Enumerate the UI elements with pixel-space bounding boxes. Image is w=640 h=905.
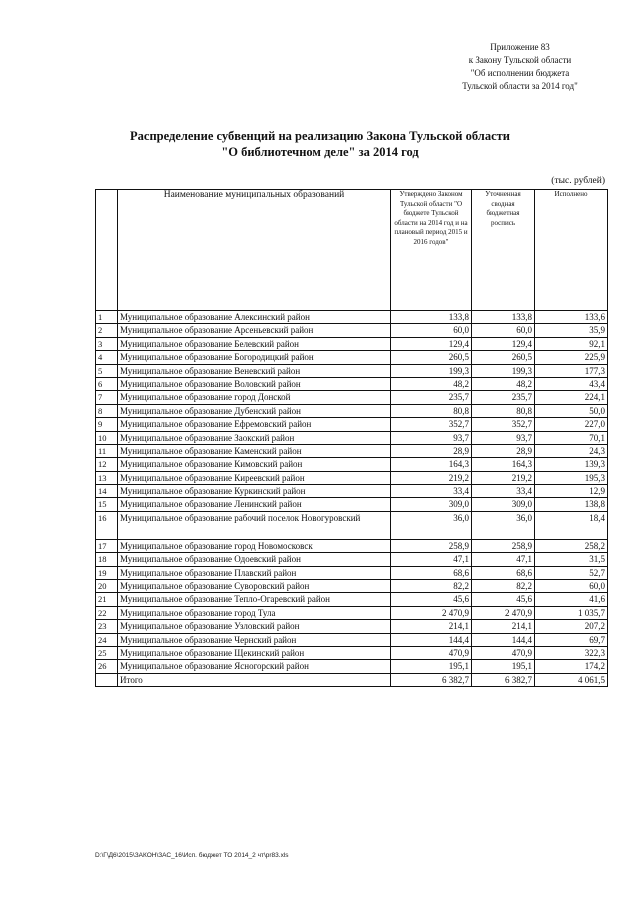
executed-value: 224,1 — [535, 391, 608, 404]
table-row — [96, 311, 608, 324]
appendix-block — [420, 41, 620, 93]
approved-value: 47,1 — [391, 553, 472, 566]
approved-value: 28,9 — [391, 444, 472, 457]
table-row — [96, 606, 608, 619]
municipality-name: Муниципальное образование Одоевский район — [118, 553, 391, 566]
row-number: 4 — [96, 351, 118, 364]
municipality-name: Муниципальное образование город Тула — [118, 606, 391, 619]
municipality-name: Муниципальное образование Щекинский район — [118, 646, 391, 659]
table-row — [96, 593, 608, 606]
appendix-line: Приложение 83 — [490, 42, 550, 52]
approved-value: 45,6 — [391, 593, 472, 606]
row-number: 15 — [96, 498, 118, 511]
row-number: 18 — [96, 553, 118, 566]
approved-value: 235,7 — [391, 391, 472, 404]
refined-value: 144,4 — [472, 633, 535, 646]
municipality-name: Муниципальное образование Богородицкий район — [118, 351, 391, 364]
row-number: 26 — [96, 660, 118, 673]
table-row — [96, 351, 608, 364]
table-row — [96, 511, 608, 539]
table-row — [96, 580, 608, 593]
approved-value: 129,4 — [391, 337, 472, 350]
approved-value: 164,3 — [391, 458, 472, 471]
executed-value: 69,7 — [535, 633, 608, 646]
municipality-name: Муниципальное образование Арсеньевский район — [118, 324, 391, 337]
units-label: (тыс. рублей) — [551, 176, 605, 186]
refined-value: 219,2 — [472, 471, 535, 484]
executed-value: 35,9 — [535, 324, 608, 337]
table-row — [96, 431, 608, 444]
row-number: 3 — [96, 337, 118, 350]
table-row — [96, 364, 608, 377]
refined-value: 214,1 — [472, 620, 535, 633]
approved-value: 470,9 — [391, 646, 472, 659]
executed-value: 12,9 — [535, 485, 608, 498]
executed-value: 177,3 — [535, 364, 608, 377]
refined-value: 164,3 — [472, 458, 535, 471]
refined-value: 235,7 — [472, 391, 535, 404]
row-number: 9 — [96, 418, 118, 431]
row-number: 16 — [96, 511, 118, 539]
appendix-line: к Закону Тульской области — [468, 55, 572, 65]
approved-value: 199,3 — [391, 364, 472, 377]
row-number: 24 — [96, 633, 118, 646]
municipality-name: Муниципальное образование Плавский район — [118, 566, 391, 579]
refined-value: 309,0 — [472, 498, 535, 511]
refined-value: 45,6 — [472, 593, 535, 606]
refined-value: 82,2 — [472, 580, 535, 593]
refined-value: 133,8 — [472, 311, 535, 324]
approved-value: 214,1 — [391, 620, 472, 633]
executed-value: 138,8 — [535, 498, 608, 511]
municipality-name: Муниципальное образование Ясногорский район — [118, 660, 391, 673]
row-number: 22 — [96, 606, 118, 619]
approved-value: 33,4 — [391, 485, 472, 498]
table-row — [96, 620, 608, 633]
appendix-line: Тульской области за 2014 год" — [462, 81, 578, 91]
executed-value: 92,1 — [535, 337, 608, 350]
municipality-name: Муниципальное образование Чернский район — [118, 633, 391, 646]
approved-value: 195,1 — [391, 660, 472, 673]
municipality-name: Муниципальное образование Суворовский район — [118, 580, 391, 593]
municipality-name: Муниципальное образование Алексинский район — [118, 311, 391, 324]
table-row — [96, 418, 608, 431]
executed-value: 60,0 — [535, 580, 608, 593]
municipality-name: Муниципальное образование Каменский район — [118, 444, 391, 457]
approved-value: 144,4 — [391, 633, 472, 646]
title-line-1: Распределение субвенций на реализацию Закона Тульской области — [130, 129, 510, 143]
approved-value: 2 470,9 — [391, 606, 472, 619]
approved-value: 60,0 — [391, 324, 472, 337]
approved-value: 309,0 — [391, 498, 472, 511]
municipality-name: Муниципальное образование рабочий поселок Новогуровский — [118, 511, 391, 539]
row-number: 17 — [96, 539, 118, 552]
refined-value: 470,9 — [472, 646, 535, 659]
approved-value: 68,6 — [391, 566, 472, 579]
municipality-name: Муниципальное образование Кимовский район — [118, 458, 391, 471]
total-approved-value: 6 382,7 — [391, 673, 472, 686]
appendix-line: "Об исполнении бюджета — [470, 68, 570, 78]
table-row — [96, 377, 608, 390]
municipality-name: Муниципальное образование Узловский район — [118, 620, 391, 633]
municipality-name: Муниципальное образование Заокский район — [118, 431, 391, 444]
total-municipality-name: Итого — [118, 673, 391, 686]
row-number: 2 — [96, 324, 118, 337]
row-number: 1 — [96, 311, 118, 324]
municipality-name: Муниципальное образование Веневский район — [118, 364, 391, 377]
executed-value: 139,3 — [535, 458, 608, 471]
table-row — [96, 660, 608, 673]
row-number: 23 — [96, 620, 118, 633]
refined-value: 33,4 — [472, 485, 535, 498]
title-line-2: "О библиотечном деле" за 2014 год — [221, 145, 419, 159]
approved-value: 48,2 — [391, 377, 472, 390]
executed-value: 70,1 — [535, 431, 608, 444]
executed-value: 24,3 — [535, 444, 608, 457]
refined-value: 47,1 — [472, 553, 535, 566]
executed-value: 207,2 — [535, 620, 608, 633]
refined-value: 258,9 — [472, 539, 535, 552]
refined-value: 93,7 — [472, 431, 535, 444]
executed-value: 50,0 — [535, 404, 608, 417]
municipality-name: Муниципальное образование Белевский район — [118, 337, 391, 350]
table-total-row — [96, 673, 608, 686]
municipality-name: Муниципальное образование Куркинский район — [118, 485, 391, 498]
municipality-name: Муниципальное образование Ефремовский район — [118, 418, 391, 431]
row-number: 13 — [96, 471, 118, 484]
refined-value: 129,4 — [472, 337, 535, 350]
executed-value: 227,0 — [535, 418, 608, 431]
executed-value: 1 035,7 — [535, 606, 608, 619]
executed-value: 195,3 — [535, 471, 608, 484]
approved-value: 219,2 — [391, 471, 472, 484]
table-row — [96, 444, 608, 457]
table-row — [96, 633, 608, 646]
municipality-name: Муниципальное образование Воловский район — [118, 377, 391, 390]
row-number: 19 — [96, 566, 118, 579]
refined-value: 60,0 — [472, 324, 535, 337]
header-number — [96, 190, 118, 311]
row-number: 6 — [96, 377, 118, 390]
executed-value: 133,6 — [535, 311, 608, 324]
header-executed: Исполнено — [535, 190, 608, 311]
row-number: 11 — [96, 444, 118, 457]
refined-value: 80,8 — [472, 404, 535, 417]
row-number: 10 — [96, 431, 118, 444]
table-row — [96, 498, 608, 511]
approved-value: 258,9 — [391, 539, 472, 552]
refined-value: 48,2 — [472, 377, 535, 390]
table-row — [96, 485, 608, 498]
table-row — [96, 553, 608, 566]
header-refined: Уточненная сводная бюджетная роспись — [472, 190, 535, 311]
refined-value: 260,5 — [472, 351, 535, 364]
municipality-name: Муниципальное образование город Новомосковск — [118, 539, 391, 552]
header-name: Наименование муниципальных образований — [118, 190, 391, 311]
executed-value: 52,7 — [535, 566, 608, 579]
table-header-row — [96, 190, 608, 311]
table-row — [96, 566, 608, 579]
table-row — [96, 324, 608, 337]
executed-value: 174,2 — [535, 660, 608, 673]
executed-value: 31,5 — [535, 553, 608, 566]
approved-value: 260,5 — [391, 351, 472, 364]
executed-value: 43,4 — [535, 377, 608, 390]
approved-value: 80,8 — [391, 404, 472, 417]
row-number: 5 — [96, 364, 118, 377]
table-row — [96, 646, 608, 659]
table-row — [96, 337, 608, 350]
table-row — [96, 539, 608, 552]
approved-value: 133,8 — [391, 311, 472, 324]
municipality-name: Муниципальное образование Киреевский район — [118, 471, 391, 484]
executed-value: 18,4 — [535, 511, 608, 539]
file-path-footer: D:\Г\Д6\2015\ЗАКОН\ЗАС_16\Исп. бюджет ТО 2014_2 чт\pr83.xls — [95, 852, 289, 859]
approved-value: 352,7 — [391, 418, 472, 431]
row-number: 7 — [96, 391, 118, 404]
table-body — [96, 311, 608, 687]
municipality-name: Муниципальное образование Тепло-Огаревский район — [118, 593, 391, 606]
table-row — [96, 391, 608, 404]
approved-value: 93,7 — [391, 431, 472, 444]
executed-value: 41,6 — [535, 593, 608, 606]
executed-value: 322,3 — [535, 646, 608, 659]
table-row — [96, 471, 608, 484]
document-title — [100, 128, 540, 160]
row-number: 14 — [96, 485, 118, 498]
table-row — [96, 458, 608, 471]
row-number: 20 — [96, 580, 118, 593]
total-executed-value: 4 061,5 — [535, 673, 608, 686]
municipality-name: Муниципальное образование Ленинский район — [118, 498, 391, 511]
table-row — [96, 404, 608, 417]
subsidy-table — [95, 189, 608, 687]
executed-value: 258,2 — [535, 539, 608, 552]
refined-value: 36,0 — [472, 511, 535, 539]
approved-value: 82,2 — [391, 580, 472, 593]
refined-value: 2 470,9 — [472, 606, 535, 619]
refined-value: 28,9 — [472, 444, 535, 457]
row-number: 12 — [96, 458, 118, 471]
approved-value: 36,0 — [391, 511, 472, 539]
executed-value: 225,9 — [535, 351, 608, 364]
row-number: 8 — [96, 404, 118, 417]
total-refined-value: 6 382,7 — [472, 673, 535, 686]
row-number: 25 — [96, 646, 118, 659]
row-number: 21 — [96, 593, 118, 606]
refined-value: 68,6 — [472, 566, 535, 579]
refined-value: 352,7 — [472, 418, 535, 431]
header-approved: Утверждено Законом Тульской области "О бюджете Тульской области на 2014 год и на плановый период 2015 и 2016 годов" — [391, 190, 472, 311]
municipality-name: Муниципальное образование Дубенский район — [118, 404, 391, 417]
total-row-number — [96, 673, 118, 686]
municipality-name: Муниципальное образование город Донской — [118, 391, 391, 404]
refined-value: 199,3 — [472, 364, 535, 377]
refined-value: 195,1 — [472, 660, 535, 673]
